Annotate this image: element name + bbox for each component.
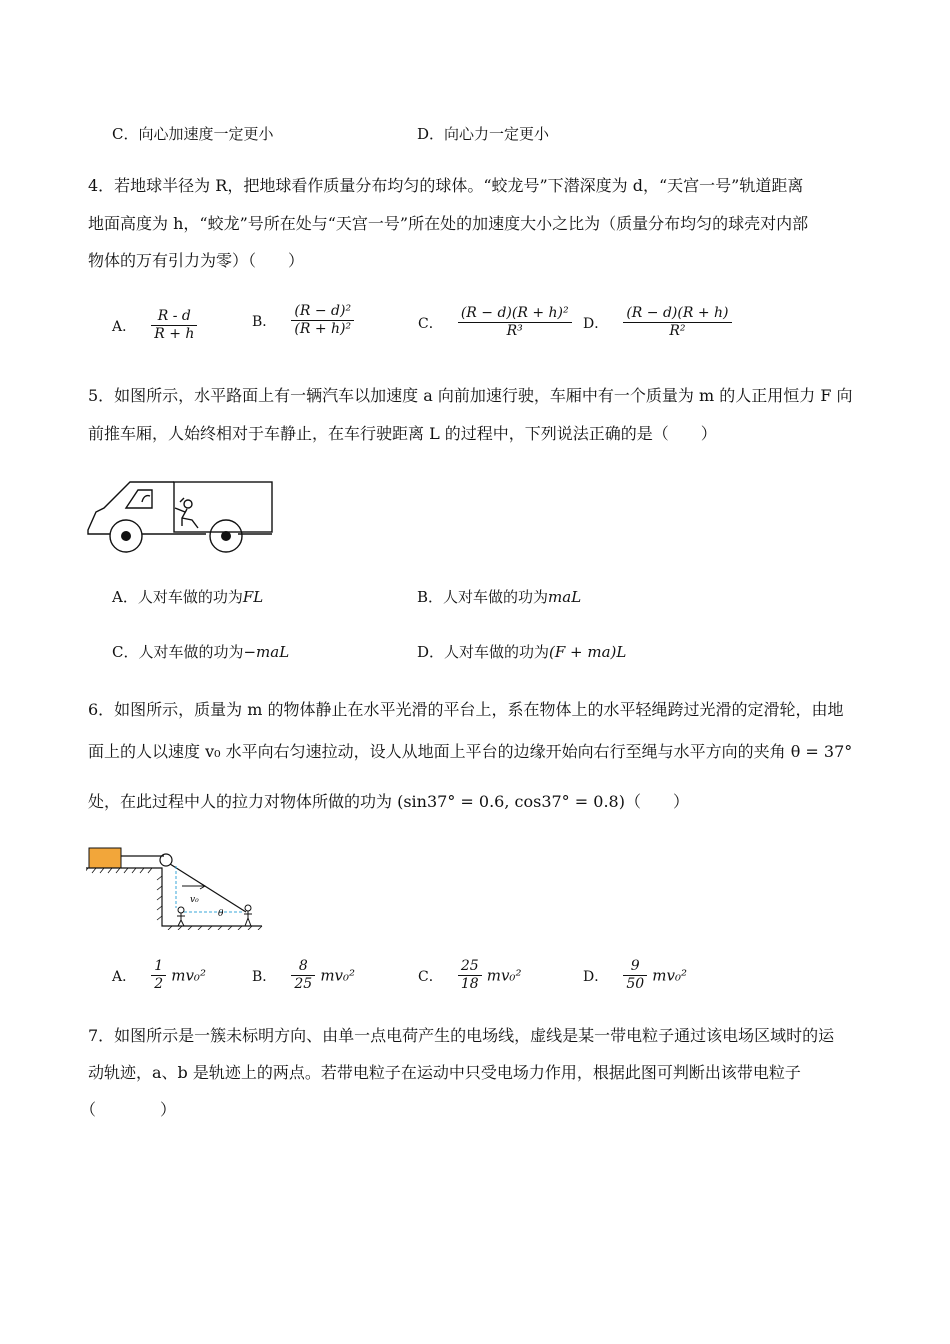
q5-text-line1: 5．如图所示，水平路面上有一辆汽车以加速度 a 向前加速行驶，车厢中有一个质量为 m 的人正用恒力 F 向 (88, 386, 853, 405)
q7-text-line3: （ ） (80, 1100, 177, 1119)
q6-text-line3: 处，在此过程中人的拉力对物体所做的功为 (sin37° = 0.6, cos37° = 0.8)（ ） (88, 792, 689, 811)
q4-text-line3: 物体的万有引力为零）（ ） (88, 251, 305, 270)
q4-option-a: A． $\frac{R - d}{R + h}$ (112, 308, 197, 343)
q6-option-a: A． $\frac{1}{2}$ mv₀² (112, 958, 206, 992)
q6-text-line1: 6．如图所示，质量为 m 的物体静止在水平光滑的平台上，系在物体上的水平轻绳跨过光滑的定滑轮，由地 (88, 700, 844, 719)
q4-text-line2: 地面高度为 h，“蛟龙”号所在处与“天宫一号”所在处的加速度大小之比为（质量分布均匀的球壳对内部 (88, 214, 809, 233)
q6-option-d: D． $\frac{9}{50}$ mv₀² (583, 958, 687, 992)
q4-option-d: D． $\frac{(R - d)(R + h)}{\text{R²}}$ (583, 305, 732, 340)
q7-text-line1: 7．如图所示是一簇未标明方向、由单一点电荷产生的电场线，虚线是某一带电粒子通过该电场区域时的运 (88, 1026, 835, 1045)
q4-option-c: C． $\frac{\text{(R − d)(R + h)²}}{\text{R³}}$ (418, 305, 572, 340)
q5-text-line2: 前推车厢，人始终相对于车静止，在车行驶距离 L 的过程中，下列说法正确的是（ ） (88, 424, 717, 443)
svg-text:v₀: v₀ (190, 895, 199, 905)
q4-text-line1: 4．若地球半径为 R，把地球看作质量分布均匀的球体。“蛟龙号”下潜深度为 d，“天宫一号”轨道距离 (88, 176, 804, 195)
q5-option-c: C．人对车做的功为−maL (112, 643, 290, 661)
q5-option-a: A．人对车做的功为FL (112, 588, 264, 606)
q3-option-c: C．向心加速度一定更小 (112, 125, 274, 143)
q6-text-line2: 面上的人以速度 v₀ 水平向右匀速拉动，设人从地面上平台的边缘开始向右行至绳与水平方向的夹角 θ = 37° (88, 742, 853, 761)
truck-figure (86, 474, 278, 556)
q7-text-line2: 动轨迹，a、b 是轨迹上的两点。若带电粒子在运动中只受电场力作用，根据此图可判断出该带电粒子 (88, 1063, 801, 1082)
q3-option-d: D．向心力一定更小 (417, 125, 550, 143)
svg-text:θ: θ (218, 909, 224, 919)
q5-option-d: D．人对车做的功为(F + ma)L (417, 643, 627, 661)
q5-option-b: B．人对车做的功为maL (417, 588, 582, 606)
pulley-figure (86, 842, 266, 930)
q6-option-c: C． $\frac{25}{18}$ mv₀² (418, 958, 522, 992)
q4-option-b: B． $\frac{\text{(R − d)²}}{\text{(R + h)²}}$ (252, 303, 354, 338)
q6-option-b: B． $\frac{8}{25}$ mv₀² (252, 958, 356, 992)
